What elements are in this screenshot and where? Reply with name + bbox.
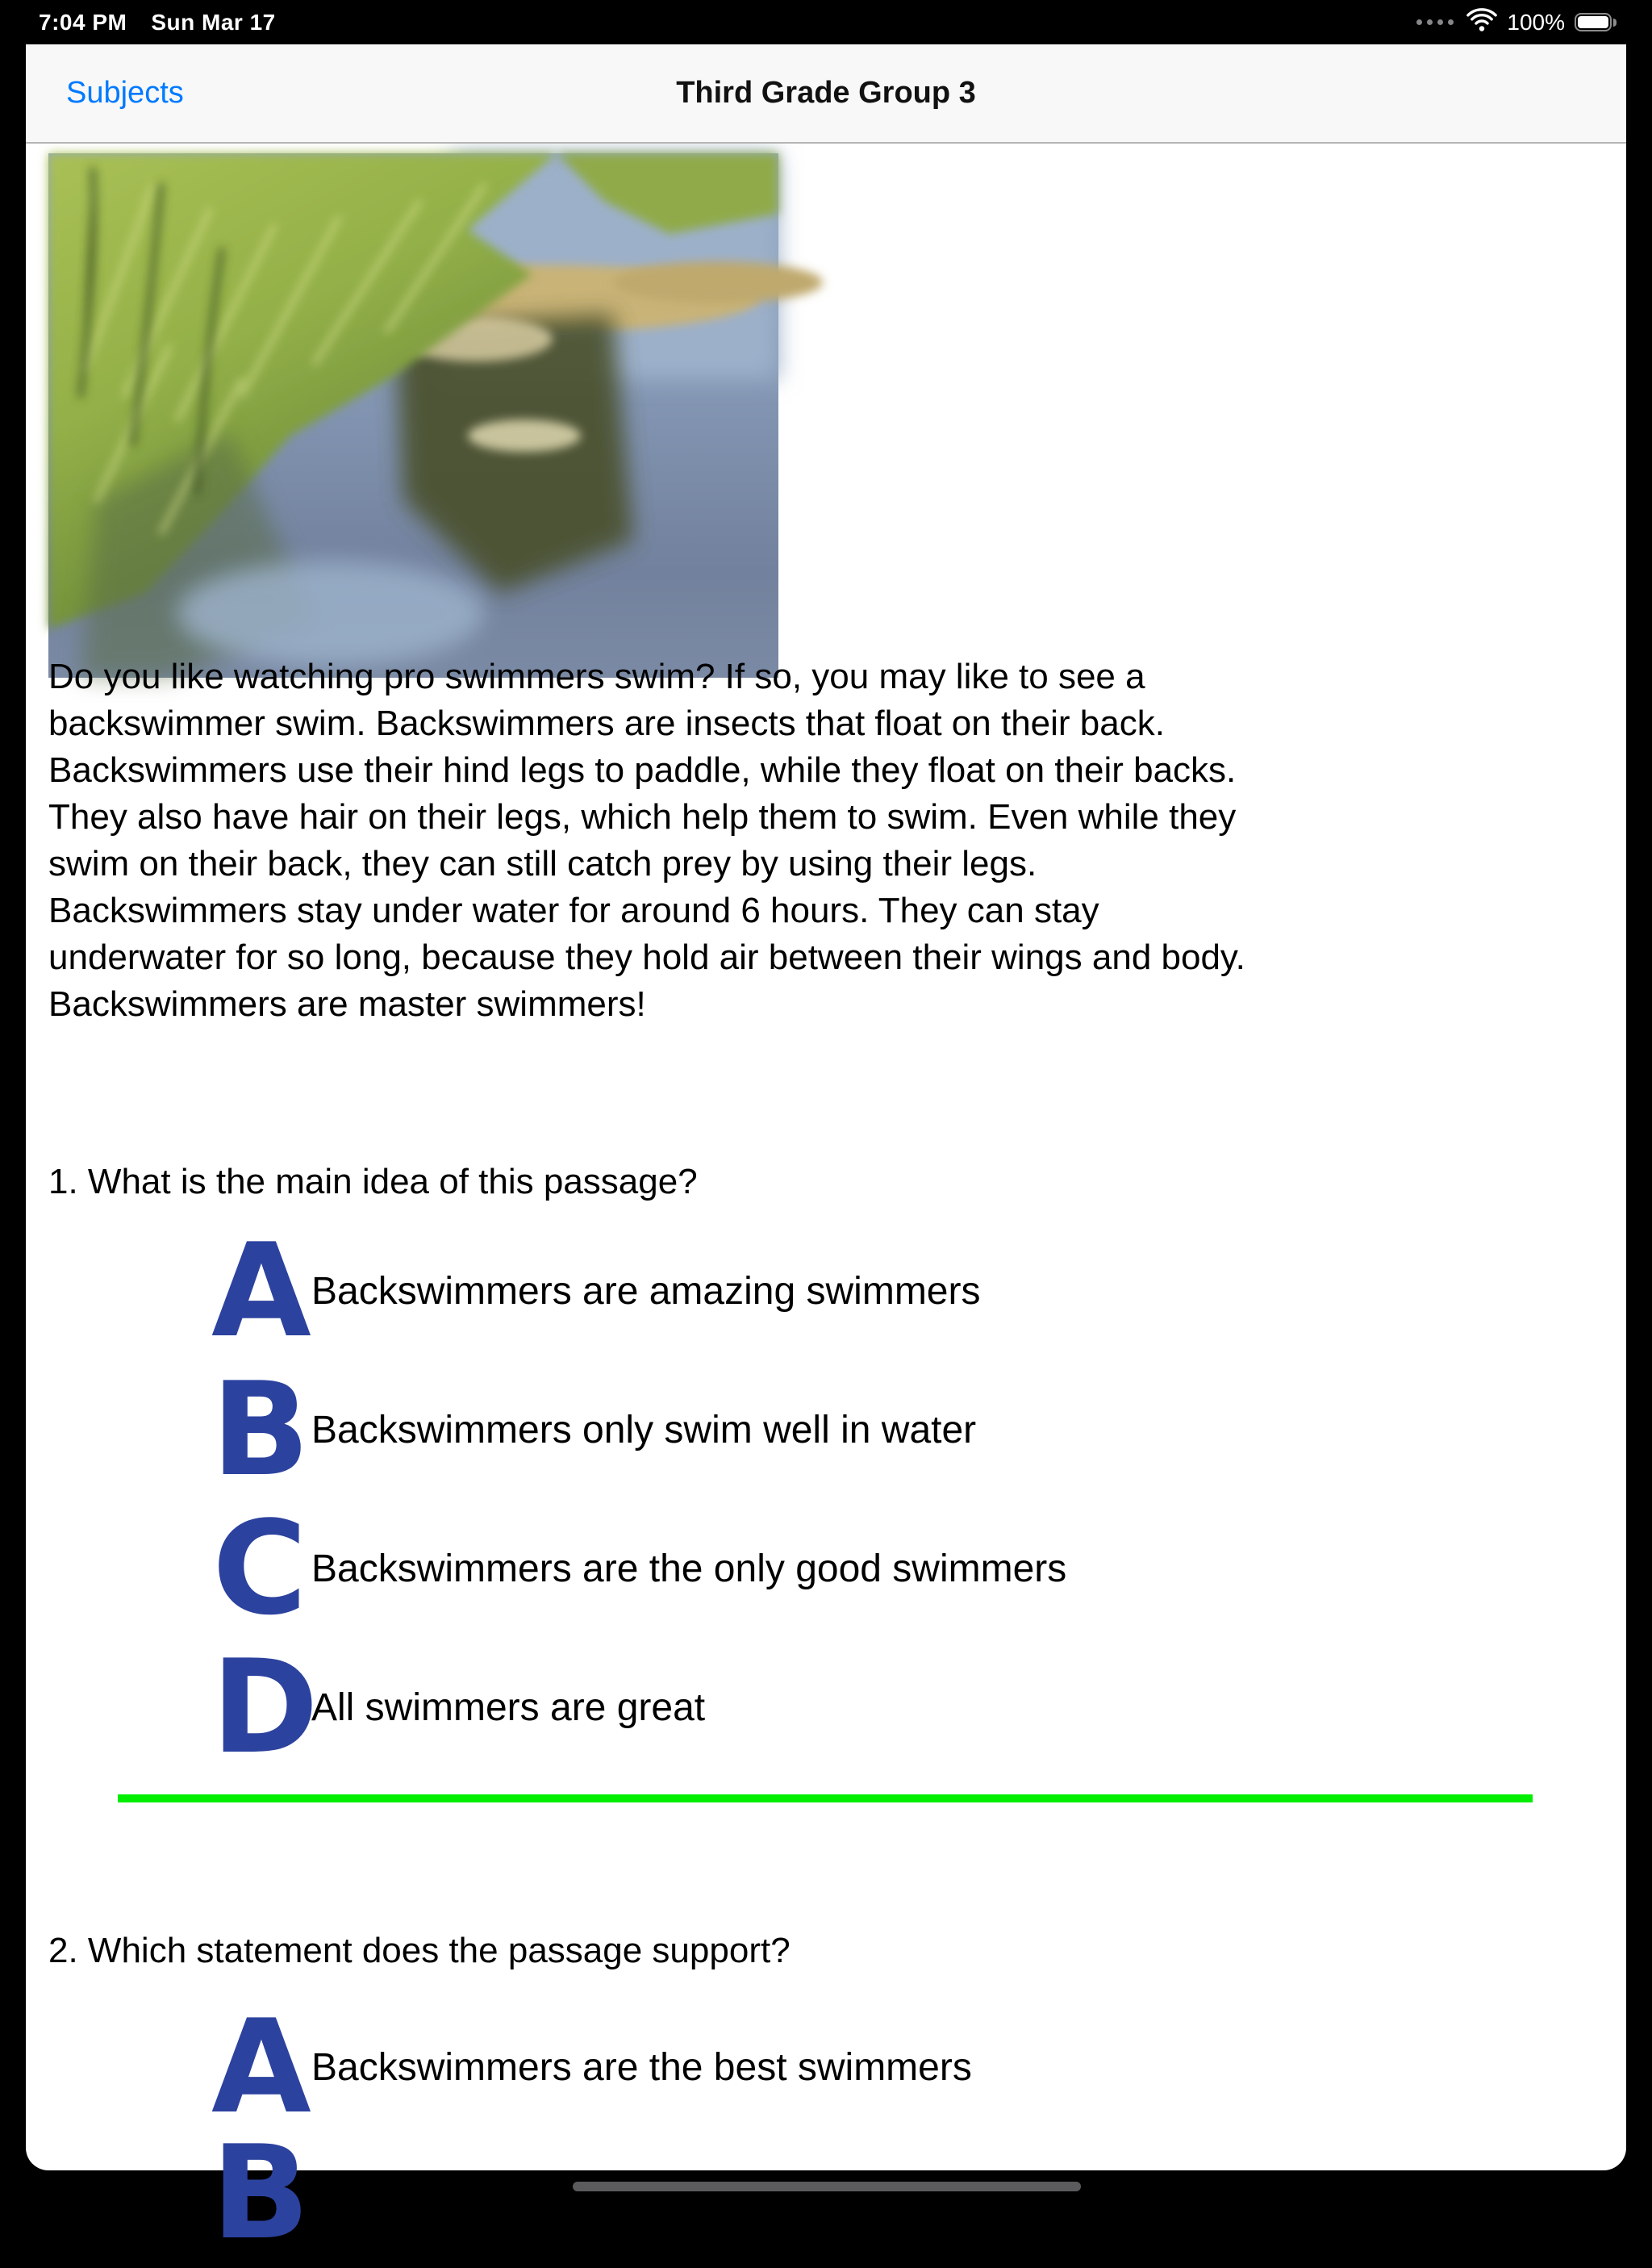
nav-bar [26,44,1626,144]
wifi-icon [1466,9,1497,36]
subjects-back-button[interactable]: Subjects [66,76,184,110]
option-letter-b: B [211,1354,310,1505]
status-date: Sun Mar 17 [151,9,276,35]
option-letter-c: C [212,1493,307,1644]
status-time: 7:04 PM [39,9,127,35]
passage-line: Backswimmers are master swimmers! [48,984,646,1024]
passage-text [48,654,1245,1028]
passage-line: Do you like watching pro swimmers swim? If so, you may like to see a [48,657,1145,696]
battery-icon [1575,12,1617,32]
passage-line: backswimmer swim. Backswimmers are insects that float on their back. [48,704,1165,743]
option-text: Backswimmers are the best swimmers [311,2045,972,2089]
quiz-scroll-area[interactable] [26,44,1626,2268]
cellular-signal-icon [1416,19,1454,25]
status-right [1416,9,1652,36]
question-2-option-b-partial[interactable]: B [211,2117,310,2268]
status-bar [0,0,1652,44]
question-1-option-b[interactable] [211,1354,977,1505]
option-text: Backswimmers only swim well in water [311,1408,977,1451]
battery-percent: 100% [1507,9,1565,35]
option-letter-d: D [211,1631,319,1782]
passage-line: Backswimmers stay under water for around 6 hours. They can stay [48,891,1099,930]
passage-line: Backswimmers use their hind legs to paddle, while they float on their backs. [48,750,1237,790]
question-1-option-d[interactable] [211,1631,706,1782]
app-window [26,44,1626,2268]
passage-line: underwater for so long, because they hold air between their wings and body. [48,938,1245,977]
home-indicator[interactable] [573,2182,1081,2191]
question-divider-line [118,1794,1533,1802]
status-left [0,10,276,36]
option-letter-a: A [211,1991,311,2142]
passage-line: They also have hair on their legs, which help them to swim. Even while they [48,797,1237,837]
option-text: Backswimmers are the only good swimmers [311,1547,1067,1590]
passage-line: swim on their back, they can still catch prey by using their legs. [48,844,1037,883]
question-1-prompt: 1. What is the main idea of this passage? [48,1162,698,1201]
option-letter-a: A [211,1215,311,1366]
pond-photo [48,153,778,678]
question-1-option-a[interactable] [211,1215,981,1366]
question-1-option-c[interactable] [211,1493,1067,1644]
question-2-prompt: 2. Which statement does the passage support? [48,1931,791,1970]
question-2-option-a[interactable] [211,1991,972,2142]
option-text: All swimmers are great [311,1685,706,1729]
page-title: Third Grade Group 3 [676,76,976,110]
option-text: Backswimmers are amazing swimmers [311,1269,981,1313]
